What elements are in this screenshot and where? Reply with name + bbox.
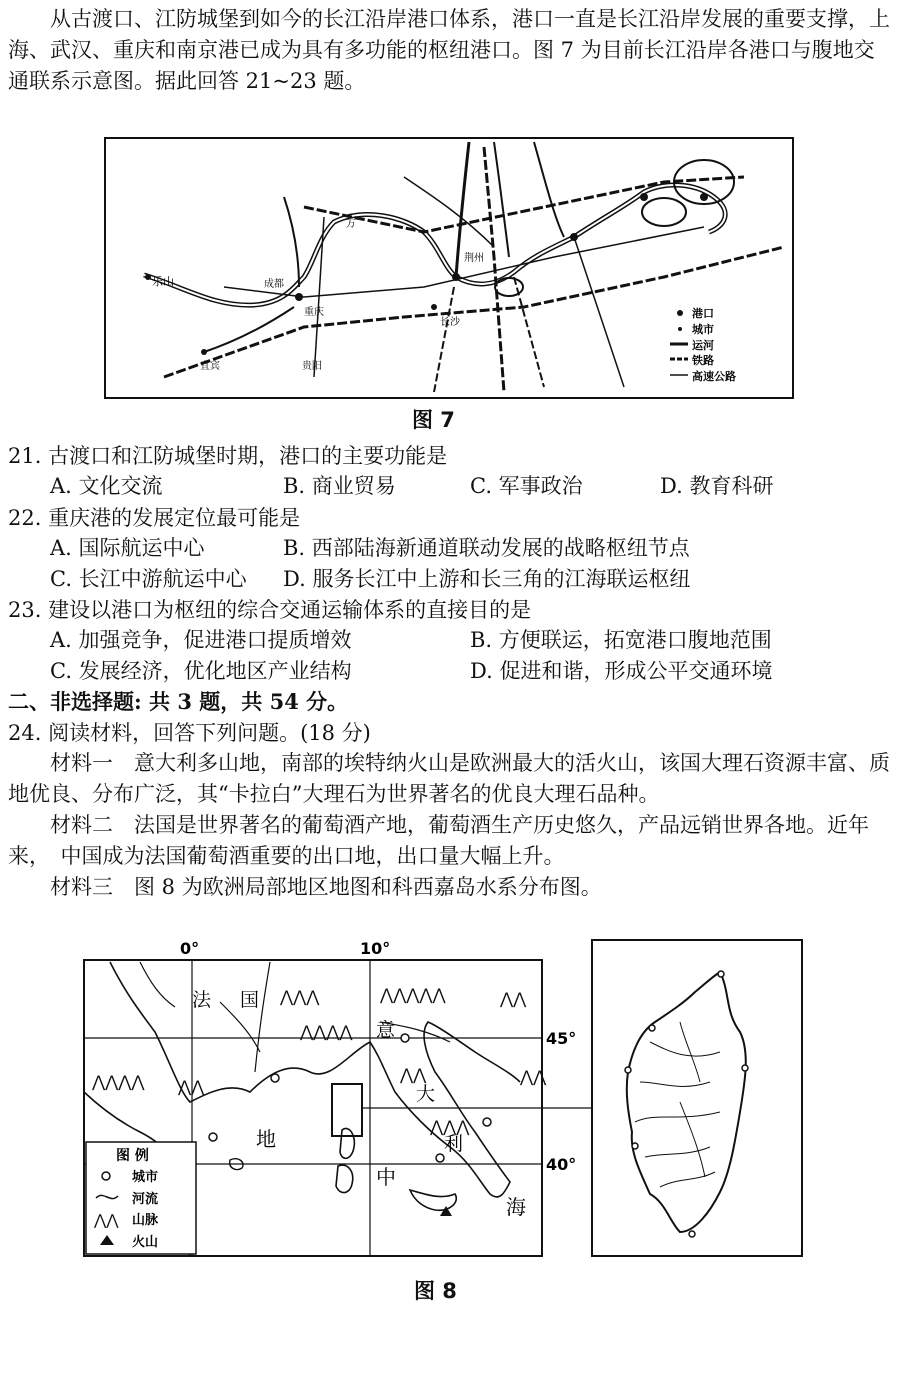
label-wanzhou: 万 <box>346 219 356 230</box>
legend-railway: 铁路 <box>692 354 714 367</box>
intro-paragraph: 从古渡口、江防城堡到如今的长江沿岸港口体系，港口一直是长江沿岸发展的重要支撑，上海、武汉、重庆和南京港已成为具有多功能的枢纽港口。图 7 为目前长江沿岸各港口与腹地交通联系示意图。据此回答 21~23 题。 <box>8 7 890 93</box>
question-23-stem: 23. 建设以港口为枢纽的综合交通运输体系的直接目的是 <box>8 598 532 622</box>
section-2-title: 二、非选择题: 共 3 题，共 54 分。 <box>8 689 349 714</box>
figure-8-caption: 图 8 <box>414 1279 457 1303</box>
figure-8-map <box>80 932 806 1262</box>
sea-char-2: 中 <box>376 1165 396 1189</box>
legend-city: 城市 <box>692 323 714 336</box>
label-changsha: 长沙 <box>440 317 460 328</box>
lon-10-label: 10° <box>360 939 391 958</box>
lon-0-label: 0° <box>180 939 200 958</box>
q21-option-b: B. 商业贸易 <box>283 474 396 498</box>
label-jingzhou: 荆州 <box>464 253 484 264</box>
q23-option-b: B. 方便联运，拓宽港口腹地范围 <box>470 628 772 652</box>
italy-char-2: 大 <box>416 1083 436 1105</box>
material-1: 材料一 意大利多山地，南部的埃特纳火山是欧洲最大的活火山，该国大理石资源丰富、质地优良、分布广泛，其“卡拉白”大理石为世界著名的优良大理石品种。 <box>8 751 890 806</box>
material-2: 材料二 法国是世界著名的葡萄酒产地，葡萄酒生产历史悠久，产品远销世界各地。近年来， 中国成为法国葡萄酒重要的出口地，出口量大幅上升。 <box>8 813 869 868</box>
q21-option-d: D. 教育科研 <box>660 474 774 498</box>
legend-mountain: 山脉 <box>132 1213 159 1228</box>
q23-option-c: C. 发展经济，优化地区产业结构 <box>50 659 352 683</box>
svg-text:⋀⋀: ⋀⋀ <box>400 1065 427 1084</box>
svg-text:⋀⋀⋀⋀⋀: ⋀⋀⋀⋀⋀ <box>380 985 446 1004</box>
q22-option-c: C. 长江中游航运中心 <box>50 567 247 591</box>
figure-7-map <box>104 137 794 399</box>
legend-highway: 高速公路 <box>692 370 736 383</box>
figure-8-legend <box>86 1142 196 1254</box>
sea-char-3: 海 <box>506 1195 526 1219</box>
q22-option-b: B. 西部陆海新通道联动发展的战略枢纽节点 <box>283 536 690 560</box>
lat-45-label: 45° <box>546 1029 577 1048</box>
material-3: 材料三 图 8 为欧洲局部地区地图和科西嘉岛水系分布图。 <box>50 875 602 899</box>
legend-river: 河流 <box>132 1192 159 1207</box>
label-chongqing: 重庆 <box>304 307 324 318</box>
svg-text:⋀⋀⋀⋀: ⋀⋀⋀⋀ <box>300 1022 353 1041</box>
svg-text:⋀⋀: ⋀⋀ <box>500 989 527 1008</box>
legend-volcano: 火山 <box>132 1235 159 1250</box>
svg-text:⋀⋀⋀: ⋀⋀⋀ <box>280 987 320 1006</box>
label-yibin: 宜宾 <box>200 361 220 372</box>
label-leshan: 乐山 <box>152 275 174 288</box>
q23-option-d: D. 促进和谐，形成公平交通环境 <box>470 659 773 683</box>
q22-option-a: A. 国际航运中心 <box>50 536 205 560</box>
sea-char-1: 地 <box>256 1127 276 1151</box>
legend-city: 城市 <box>132 1170 159 1185</box>
legend-title: 图 例 <box>116 1148 149 1164</box>
france-char-2: 国 <box>240 989 260 1011</box>
svg-text:⋀⋀: ⋀⋀ <box>178 1077 205 1096</box>
label-chengdu: 成都 <box>264 279 284 290</box>
question-21-stem: 21. 古渡口和江防城堡时期，港口的主要功能是 <box>8 444 448 468</box>
figure-7-caption: 图 7 <box>412 408 455 432</box>
q21-option-a: A. 文化交流 <box>50 474 163 498</box>
q21-option-c: C. 军事政治 <box>470 474 583 498</box>
svg-text:⋀⋀⋀⋀: ⋀⋀⋀⋀ <box>92 1072 145 1091</box>
lat-40-label: 40° <box>546 1155 577 1174</box>
italy-char-3: 利 <box>444 1133 464 1155</box>
legend-canal: 运河 <box>692 339 714 352</box>
q22-option-d: D. 服务长江中上游和长三角的江海联运枢纽 <box>283 567 691 591</box>
question-22-stem: 22. 重庆港的发展定位最可能是 <box>8 506 301 530</box>
question-24-stem: 24. 阅读材料，回答下列问题。(18 分) <box>8 721 371 745</box>
svg-text:⋀⋀: ⋀⋀ <box>94 1211 119 1229</box>
svg-text:⋀⋀⋀: ⋀⋀⋀ <box>430 1117 470 1136</box>
italy-char-1: 意 <box>376 1019 396 1041</box>
france-char-1: 法 <box>192 989 212 1011</box>
legend-port: 港口 <box>692 307 714 320</box>
svg-text:⋀⋀: ⋀⋀ <box>520 1067 547 1086</box>
q23-option-a: A. 加强竞争，促进港口提质增效 <box>50 628 352 652</box>
label-guiyang: 贵阳 <box>302 361 322 372</box>
